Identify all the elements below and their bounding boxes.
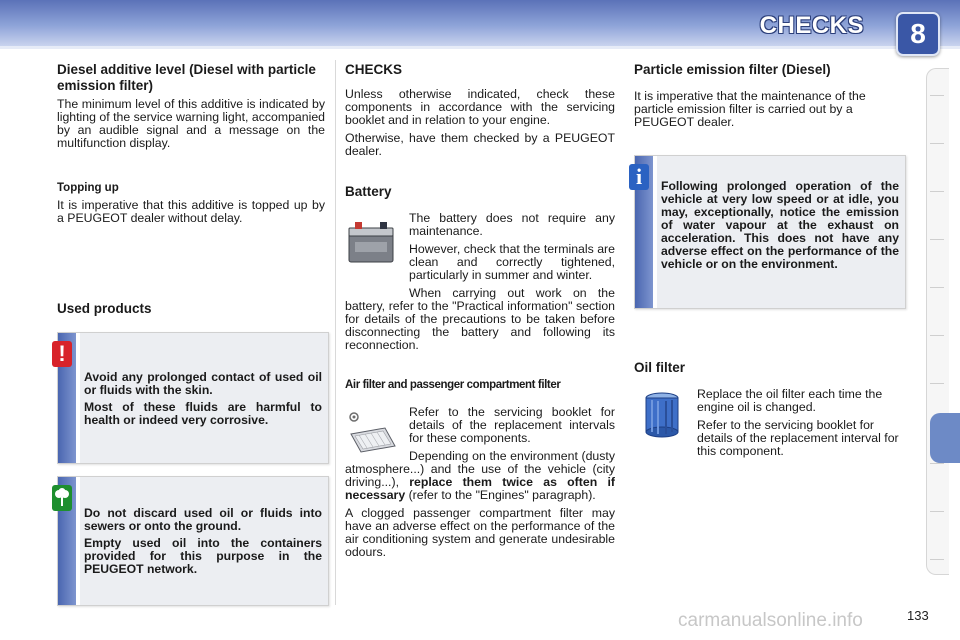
tab-divider: [930, 191, 944, 192]
info-box: [634, 155, 906, 309]
info-line: Following prolonged operation of the vehicle at very low speed or at idle, you may, exceptionally, notice the emission of water vapour at the exhaust on acceleration. This does not have any adverse effect on the performance of the vehicle or on the environment.: [661, 179, 899, 271]
tab-divider: [930, 511, 944, 512]
chapter-number-badge: 8: [896, 12, 940, 56]
info-box-text: [661, 180, 899, 275]
tab-divider: [930, 287, 944, 288]
environment-line: Do not discard used oil or fluids into sewers or onto the ground.: [84, 506, 322, 533]
battery-text: [345, 212, 615, 357]
page-number: 133: [907, 608, 929, 623]
air-filter-paragraph: Refer to the servicing booklet for details of the replacement intervals for these components.: [409, 405, 615, 445]
warning-box-text: [84, 371, 322, 431]
battery-paragraph: The battery does not require any maintenance.: [409, 211, 615, 238]
column-separator: [335, 60, 336, 605]
topping-up-paragraph: It is imperative that this additive is topped up by a PEUGEOT dealer without delay.: [57, 198, 325, 225]
diesel-additive-heading: Diesel additive level (Diesel with particle emission filter): [57, 62, 316, 93]
tab-divider: [930, 559, 944, 560]
battery-paragraph: [345, 243, 615, 282]
air-filter-text: [345, 406, 615, 564]
oil-filter-paragraph: Replace the oil filter each time the engine oil is changed.: [697, 387, 883, 414]
checks-heading: CHECKS: [345, 62, 403, 77]
oil-filter-heading: Oil filter: [634, 360, 686, 375]
tab-divider: [930, 463, 944, 464]
battery-heading: Battery: [345, 184, 392, 199]
particle-filter-heading: Particle emission filter (Diesel): [634, 62, 831, 77]
topping-up-text: [57, 199, 325, 230]
tab-divider: [930, 143, 944, 144]
air-filter-paragraph: A clogged passenger compartment filter may have an adverse effect on the performance of the air conditioning system and generate undesirable odours.: [345, 506, 615, 559]
particle-filter-text: [634, 90, 904, 134]
topping-up-heading: Topping up: [57, 182, 119, 194]
tab-divider: [930, 239, 944, 240]
environment-line: Empty used oil into the containers provided for this purpose in the PEUGEOT network.: [84, 536, 322, 576]
oil-filter-paragraph: Refer to the servicing booklet for details of the replacement interval for this component.: [697, 418, 899, 458]
warning-line: Avoid any prolonged contact of used oil or fluids with the skin.: [84, 370, 322, 397]
tab-divider: [930, 383, 944, 384]
exclamation-icon: !: [52, 341, 72, 367]
active-chapter-tab[interactable]: [930, 413, 960, 463]
used-products-heading: Used products: [57, 301, 152, 316]
air-filter-paragraph: [345, 450, 615, 502]
air-filter-heading: Air filter and passenger compartment filter: [345, 379, 561, 391]
air-filter-text-bold: replace them twice as often if necessary: [345, 475, 615, 502]
checks-intro: [345, 88, 615, 163]
environment-box: [57, 476, 329, 606]
particle-filter-paragraph: It is imperative that the maintenance of the particle emission filter is carried out by a PEUGEOT dealer.: [634, 89, 866, 129]
battery-paragraph-text: However, check that the terminals are clean and correctly tightened, particularly in summer and winter.: [409, 242, 615, 282]
watermark: carmanualsonline.info: [678, 610, 863, 631]
battery-paragraph: When carrying out work on the battery, refer to the "Practical information" section for details of the precautions to be taken before disconnecting the battery and following its reconnection.: [345, 286, 615, 352]
oil-filter-icon: [640, 390, 684, 440]
info-icon: i: [629, 164, 649, 190]
tab-divider: [930, 95, 944, 96]
environment-box-text: [84, 507, 322, 580]
air-filter-text-end: (refer to the "Engines" paragraph).: [405, 488, 596, 502]
warning-line: Most of these fluids are harmful to health or indeed very corrosive.: [84, 400, 322, 427]
air-filter-text-start: Depending on the environment (dusty atmosphere...) and the use of the vehicle (city driving...),: [345, 449, 615, 489]
oil-filter-text: [697, 388, 904, 463]
checks-intro-paragraph: Otherwise, have them checked by a PEUGEOT dealer.: [345, 131, 615, 158]
diesel-additive-text: [57, 98, 325, 155]
tree-icon: [52, 485, 72, 511]
chapter-tab-strip: [926, 68, 949, 575]
tab-divider: [930, 335, 944, 336]
checks-intro-paragraph: Unless otherwise indicated, check these components in accordance with the servicing booklet and in relation to your engine.: [345, 87, 615, 127]
warning-box: [57, 332, 329, 464]
diesel-additive-paragraph: The minimum level of this additive is indicated by lighting of the service warning light, accompanied by an audible signal and a message on the multifunction display.: [57, 97, 325, 150]
chapter-title: CHECKS: [759, 12, 864, 39]
header-divider: [0, 46, 960, 49]
